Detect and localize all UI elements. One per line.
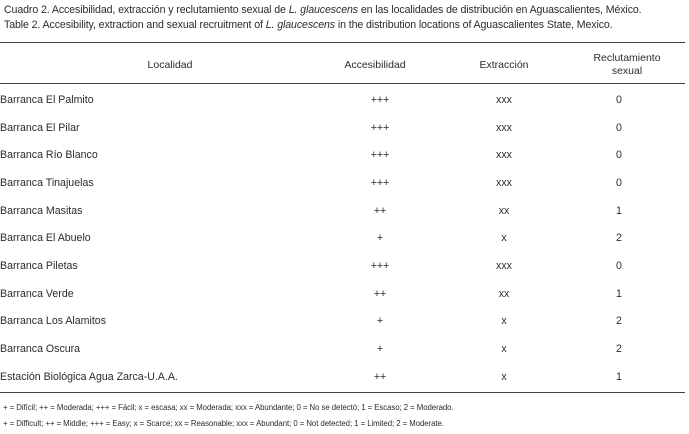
- cell-reclutamiento: 2: [616, 232, 622, 245]
- cell-localidad: Barranca El Palmito: [0, 93, 94, 106]
- table-row: [0, 197, 685, 225]
- cell-reclutamiento: 0: [616, 121, 622, 134]
- header-rule: [0, 83, 685, 84]
- cell-accesibilidad: +++: [370, 176, 390, 189]
- cell-localidad: Barranca Río Blanco: [0, 149, 98, 162]
- table-row: [0, 86, 685, 114]
- table-row: [0, 141, 685, 169]
- table-row: [0, 335, 685, 363]
- data-table: [0, 86, 685, 391]
- table-caption: [4, 3, 686, 33]
- cell-reclutamiento: 1: [616, 287, 622, 300]
- cell-accesibilidad: +++: [370, 93, 390, 106]
- caption-english-text: Table 2. Accesibility, extraction and sexual recruitment of: [4, 19, 266, 31]
- table-row: [0, 114, 685, 142]
- cell-localidad: Barranca Piletas: [0, 259, 78, 272]
- cell-accesibilidad: +: [376, 232, 384, 245]
- cell-reclutamiento: 0: [616, 149, 622, 162]
- header-reclutamiento-line1: Reclutamiento: [593, 52, 661, 64]
- caption-spanish: [4, 3, 686, 18]
- caption-spanish-text: Cuadro 2. Accesibilidad, extracción y reclutamiento sexual de: [4, 4, 289, 16]
- caption-english-text-end: in the distribution locations of Aguascalientes State, Mexico.: [335, 19, 613, 31]
- cell-accesibilidad: +++: [370, 149, 390, 162]
- table-row: [0, 252, 685, 280]
- caption-spanish-species: L. glaucescens: [288, 4, 358, 16]
- cell-extraccion: xx: [498, 204, 510, 217]
- caption-english-species: L. glaucescens: [265, 19, 336, 31]
- top-rule: [0, 42, 685, 43]
- cell-extraccion: x: [501, 343, 507, 356]
- cell-localidad: Barranca El Abuelo: [0, 232, 91, 245]
- cell-localidad: Barranca El Pilar: [0, 121, 80, 134]
- cell-accesibilidad: ++: [373, 370, 387, 383]
- cell-extraccion: x: [501, 232, 507, 245]
- caption-english: [4, 18, 686, 33]
- cell-accesibilidad: ++: [373, 204, 387, 217]
- cell-extraccion: x: [501, 370, 507, 383]
- header-extraccion: Extracción: [479, 59, 529, 71]
- cell-extraccion: xxx: [496, 121, 512, 134]
- header-accesibilidad: Accesibilidad: [344, 59, 406, 71]
- table-row: [0, 363, 685, 391]
- cell-localidad: Barranca Tinajuelas: [0, 176, 94, 189]
- header-localidad: Localidad: [147, 59, 193, 71]
- cell-accesibilidad: +: [376, 343, 384, 356]
- cell-accesibilidad: +: [376, 315, 384, 328]
- cell-accesibilidad: +++: [370, 259, 390, 272]
- cell-reclutamiento: 0: [616, 259, 622, 272]
- bottom-rule: [0, 392, 685, 393]
- cell-localidad: Barranca Oscura: [0, 343, 81, 356]
- cell-accesibilidad: ++: [373, 287, 387, 300]
- cell-extraccion: xxx: [496, 149, 512, 162]
- cell-reclutamiento: 1: [616, 204, 622, 217]
- cell-localidad: Barranca Los Alamitos: [0, 315, 106, 328]
- cell-localidad: Estación Biológica Agua Zarca-U.A.A.: [0, 370, 178, 383]
- header-reclutamiento-line2: sexual: [611, 65, 643, 77]
- cell-localidad: Barranca Verde: [0, 287, 74, 300]
- caption-spanish-text-end: en las localidades de distribución en Aguascalientes, México.: [357, 4, 642, 16]
- cell-extraccion: xxx: [496, 176, 512, 189]
- table-row: [0, 169, 685, 197]
- cell-localidad: Barranca Masitas: [0, 204, 83, 217]
- cell-reclutamiento: 1: [616, 370, 622, 383]
- cell-extraccion: x: [501, 315, 507, 328]
- cell-extraccion: xxx: [496, 93, 512, 106]
- footnote-spanish: + = Difícil; ++ = Moderada; +++ = Fácil; x = escasa; xx = Moderada; xxx = Abundante; 0 = No se detectó; 1 = Escaso; 2 = Moderado.: [3, 403, 454, 412]
- footnote-english: + = Difficult; ++ = Middle; +++ = Easy; x = Scarce; xx = Reasonable; xxx = Abundant; 0 = Not detected; 1 = Limited; 2 = Moderate.: [3, 419, 444, 428]
- cell-accesibilidad: +++: [370, 121, 390, 134]
- cell-reclutamiento: 0: [616, 176, 622, 189]
- header-reclutamiento: [570, 52, 684, 78]
- cell-reclutamiento: 0: [616, 93, 622, 106]
- cell-extraccion: xxx: [496, 259, 512, 272]
- cell-reclutamiento: 2: [616, 343, 622, 356]
- table-row: [0, 308, 685, 336]
- cell-reclutamiento: 2: [616, 315, 622, 328]
- cell-extraccion: xx: [498, 287, 510, 300]
- table-row: [0, 224, 685, 252]
- table-row: [0, 280, 685, 308]
